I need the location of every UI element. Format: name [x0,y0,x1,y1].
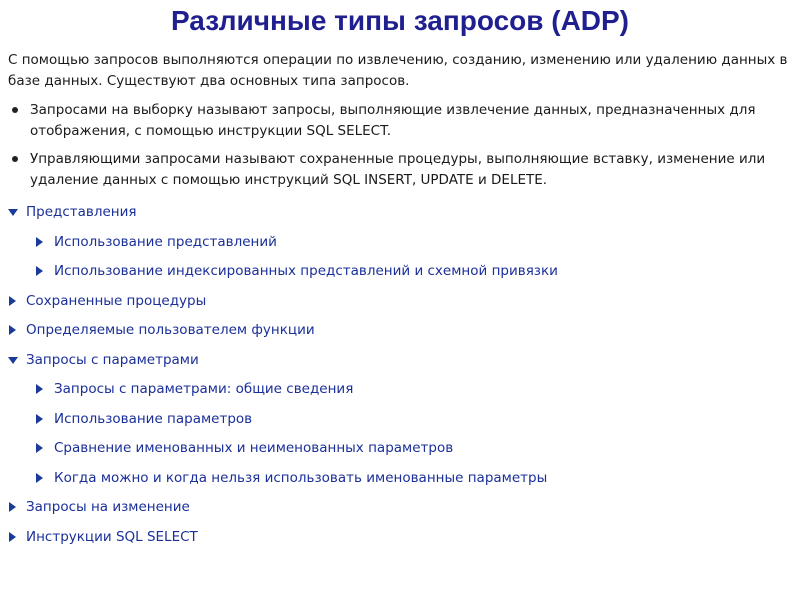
tree-item-predstavleniya[interactable] [8,198,794,228]
page-title: Различные типы запросов (ADP) [170,5,630,36]
bullet-item [8,100,794,142]
tree-item-label[interactable]: Инструкции SQL SELECT [26,528,198,545]
tree-item-named-vs-unnamed[interactable] [8,434,794,464]
triangle-right-icon[interactable] [36,443,43,453]
tree-item-label[interactable]: Представления [26,204,137,220]
bullet-text: Управляющими запросами называют сохраненные процедуры, выполняющие вставку, изменение или удаление данных с помощью инструкций SQL INSERT, UPDATE и DELETE. [30,151,766,188]
triangle-down-icon[interactable] [8,357,18,364]
tree-item-label[interactable]: Использование представлений [54,233,277,250]
tree-item-user-functions[interactable] [8,316,794,346]
bullet-dot-icon [12,156,18,162]
tree-item-indexed-views[interactable] [8,257,794,287]
tree-item-sql-select[interactable] [8,523,794,553]
triangle-right-icon[interactable] [36,266,43,276]
tree-item-label[interactable]: Когда можно и когда нельзя использовать именованные параметры [54,469,548,486]
tree-item-label[interactable]: Запросы с параметрами: общие сведения [54,381,354,397]
tree-item-when-named-params[interactable] [8,464,794,494]
triangle-down-icon[interactable] [8,209,18,216]
bullet-dot-icon [12,107,18,113]
intro-paragraph: С помощью запросов выполняются операции по извлечению, созданию, изменению или удалению данных в базе данных. Существуют два основных типа запросов. [8,52,788,89]
triangle-right-icon[interactable] [9,325,16,335]
topic-tree [8,198,794,552]
tree-item-label[interactable]: Сравнение именованных и неименованных параметров [54,440,454,456]
triangle-right-icon[interactable] [9,502,16,512]
triangle-right-icon[interactable] [36,384,43,394]
triangle-right-icon[interactable] [36,414,43,424]
triangle-right-icon[interactable] [36,237,43,247]
tree-item-label[interactable]: Запросы с параметрами [26,351,199,368]
tree-item-label[interactable]: Определяемые пользователем функции [26,322,315,338]
bullet-text: Запросами на выборку называют запросы, выполняющие извлечение данных, предназначенных для отображения, с помощью инструкции SQL SELECT. [30,102,756,139]
triangle-right-icon[interactable] [9,296,16,306]
help-content [8,50,794,552]
triangle-right-icon[interactable] [36,473,43,483]
triangle-right-icon[interactable] [9,532,16,542]
tree-item-action-queries[interactable] [8,493,794,523]
tree-item-stored-procedures[interactable] [8,287,794,317]
tree-item-label[interactable]: Использование параметров [54,410,253,427]
tree-item-parameter-queries[interactable] [8,346,794,376]
tree-item-label[interactable]: Сохраненные процедуры [26,292,207,309]
tree-item-label[interactable]: Использование индексированных представлений и схемной привязки [54,263,558,279]
tree-item-parameter-overview[interactable] [8,375,794,405]
tree-item-using-parameters[interactable] [8,405,794,435]
tree-item-using-views[interactable] [8,228,794,258]
tree-item-label[interactable]: Запросы на изменение [26,499,190,515]
bullet-item [8,149,794,191]
